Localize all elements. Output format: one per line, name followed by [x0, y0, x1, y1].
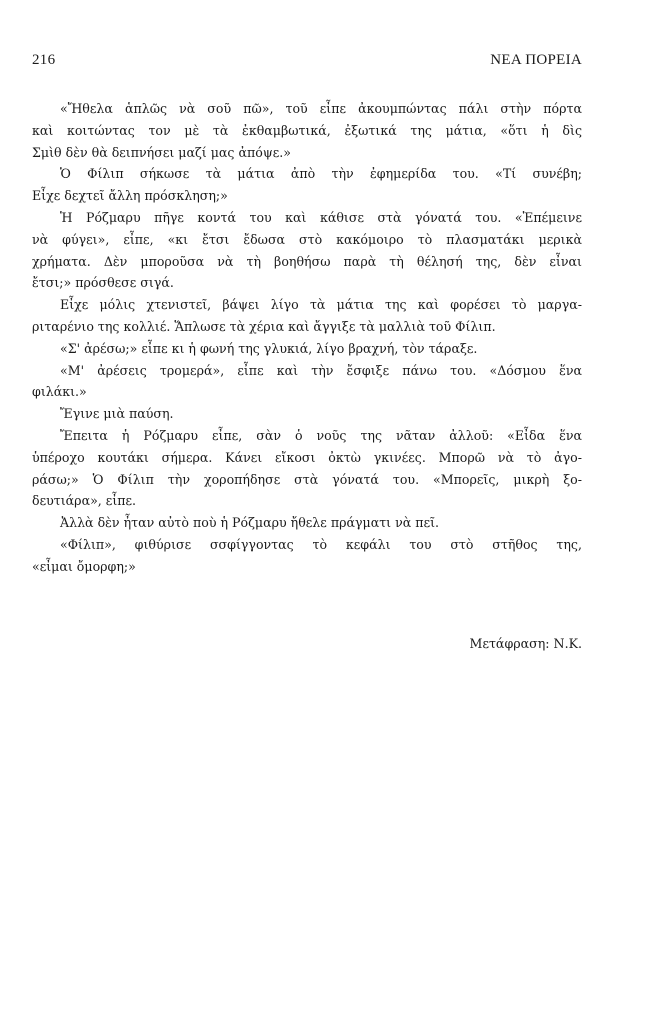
text-line: Εἶχε δεχτεῖ ἄλλη πρόσκληση;» — [32, 188, 228, 204]
text-line: ἔτσι;» πρόσθεσε σιγά. — [32, 275, 174, 291]
paragraph — [32, 403, 582, 425]
paragraph — [32, 338, 582, 360]
page-number: 216 — [32, 52, 56, 68]
text-line: Εἶχε μόλις χτενιστεῖ, βάψει λίγο τὰ μάτια της καὶ φορέσει τὸ μαργα- — [60, 297, 582, 313]
text-line: «Φίλιπ», φιθύρισε σσφίγγοντας τὸ κεφάλι του στὸ στῆθος της, — [60, 536, 582, 552]
text-line: «εἶμαι ὄμορφη;» — [32, 558, 136, 574]
text-line: ράσω;» Ὁ Φίλιπ τὴν χοροπήδησε στὰ γόνατά του. «Μπορεῖς, μικρὴ ξο- — [32, 471, 582, 487]
running-head — [32, 52, 582, 72]
paragraph — [32, 163, 582, 207]
text-line: χρήματα. Δὲν μποροῦσα νὰ τὴ βοηθήσω παρὰ τὴ θέλησή της, δὲν εἶναι — [32, 253, 582, 269]
paragraph — [32, 534, 582, 578]
paragraph — [32, 207, 582, 294]
text-line: ριταρένιο της κολλιέ. Ἅπλωσε τὰ χέρια καὶ ἄγγιξε τὰ μαλλιὰ τοῦ Φίλιπ. — [32, 318, 496, 334]
translator-credit: Μετάφραση: Ν.Κ. — [469, 636, 582, 651]
text-line: Ἔπειτα ἡ Ρόζμαρυ εἶπε, σὰν ὁ νοῦς της νᾶταν ἀλλοῦ: «Εἶδα ἕνα — [60, 427, 582, 443]
text-line: «Μ' ἀρέσεις τρομερά», εἶπε καὶ τὴν ἔσφιξε πάνω του. «Δόσμου ἕνα — [60, 362, 582, 378]
text-line: νὰ φύγει», εἶπε, «κι ἔτσι ἔδωσα στὸ κακόμοιρο τὸ πλασματάκι μερικὰ — [32, 231, 582, 247]
paragraph — [32, 425, 582, 512]
text-line: «Σ' ἀρέσω;» εἶπε κι ἡ φωνή της γλυκιά, λίγο βραχνή, τὸν τάραξε. — [60, 340, 478, 356]
paragraph — [32, 512, 582, 534]
paragraph — [32, 294, 582, 338]
text-line: καὶ κοιτώντας τον μὲ τὰ ἐκθαμβωτικά, ἐξωτικά της μάτια, «ὅτι ἡ δὶς — [32, 122, 582, 138]
text-line: δευτιάρα», εἶπε. — [32, 493, 137, 509]
text-line: ὑπέροχο κουτάκι σήμερα. Κάνει εἴκοσι ὀκτὼ γκινέες. Μπορῶ νὰ τὸ ἀγο- — [32, 449, 582, 465]
paragraph — [32, 98, 582, 163]
text-line: Ἡ Ρόζμαρυ πῆγε κοντά του καὶ κάθισε στὰ γόνατά του. «Ἐπέμεινε — [60, 209, 582, 225]
text-line: Ἀλλὰ δὲν ἦταν αὐτὸ ποὺ ἡ Ρόζμαρυ ἤθελε πράγματι νὰ πεῖ. — [60, 515, 440, 531]
text-line: «Ἤθελα ἁπλῶς νὰ σοῦ πῶ», τοῦ εἶπε ἀκουμπώντας πάλι στὴν πόρτα — [60, 101, 582, 116]
text-line: Ὁ Φίλιπ σήκωσε τὰ μάτια ἀπὸ τὴν ἐφημερίδα του. «Τί συνέβη; — [60, 166, 582, 182]
text-line: Ἔγινε μιὰ παύση. — [60, 406, 174, 422]
story-text — [32, 98, 582, 578]
paragraph — [32, 360, 582, 404]
journal-title: ΝΕΑ ΠΟΡΕΙΑ — [490, 52, 582, 68]
text-line: φιλάκι.» — [32, 384, 87, 400]
text-line: Σμὶθ δὲν θὰ δειπνήσει μαζί μας ἀπόψε.» — [32, 144, 291, 160]
